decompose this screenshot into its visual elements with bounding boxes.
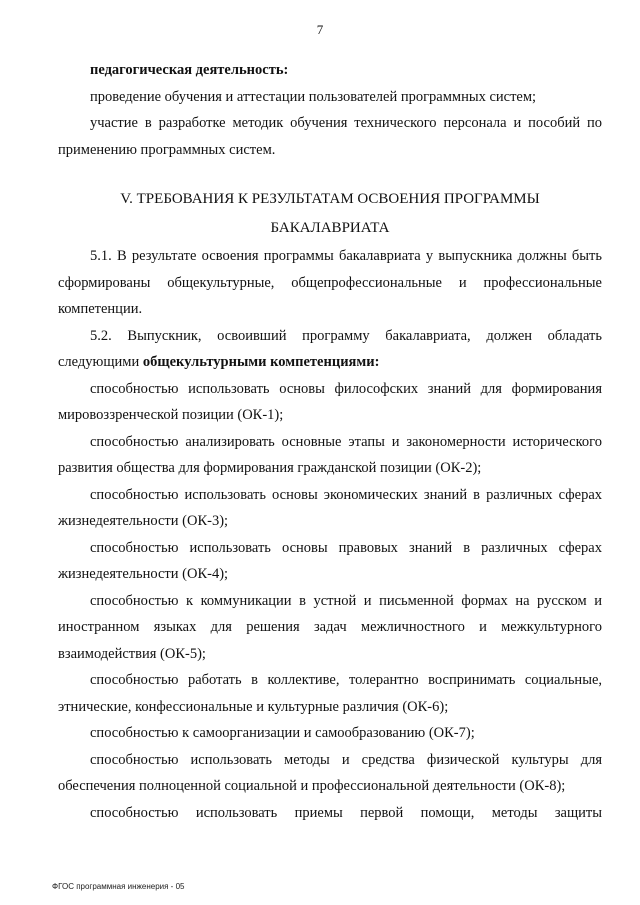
section-title-line2: БАКАЛАВРИАТА bbox=[270, 220, 390, 236]
competence-ok5: способностью к коммуникации в устной и письменной формах на русском и иностранном языках для решения задач межличностного и межкультурного взаимодействия (ОК-5); bbox=[58, 592, 602, 662]
competence-ok1: способностью использовать основы философских знаний для формирования мировоззренческой позиции (ОК-1); bbox=[58, 380, 602, 423]
paragraph-5-2-bold: общекультурными компетенциями: bbox=[142, 354, 380, 370]
competence-ok8: способностью использовать методы и средства физической культуры для обеспечения полноценной социальной и профессиональной деятельности (ОК-8); bbox=[58, 751, 602, 794]
competence-ok3: способностью использовать основы экономических знаний в различных сферах жизнедеятельности (ОК-3); bbox=[58, 486, 602, 529]
document-body bbox=[58, 57, 602, 826]
paragraph-training: проведение обучения и аттестации пользователей программных систем; bbox=[90, 88, 537, 105]
competence-ok4: способностью использовать основы правовых знаний в различных сферах жизнедеятельности (ОК-4); bbox=[58, 539, 602, 582]
page-number: 7 bbox=[316, 22, 324, 37]
paragraph-5-2 bbox=[58, 323, 602, 376]
paragraph-heading-pedagogical: педагогическая деятельность: bbox=[90, 62, 289, 78]
paragraph-5-2-text: 5.2. Выпускник, освоивший программу бакалавриата, должен обладать следующими bbox=[58, 327, 602, 370]
paragraph-5-1: 5.1. В результате освоения программы бакалавриата у выпускника должны быть сформированы общекультурные, общепрофессиональные и профессиональные компетенции. bbox=[58, 248, 602, 317]
page-footer: ФГОС программная инженерия - 05 bbox=[52, 882, 185, 891]
section-title-line1: V. ТРЕБОВАНИЯ К РЕЗУЛЬТАТАМ ОСВОЕНИЯ ПРОГРАММЫ bbox=[120, 191, 540, 207]
competence-ok9: способностью использовать приемы первой помощи, методы защиты bbox=[90, 804, 602, 821]
paragraph-methods: участие в разработке методик обучения технического персонала и пособий по применению программных систем. bbox=[58, 115, 602, 158]
section-title bbox=[58, 185, 602, 243]
competence-ok6: способностью работать в коллективе, толерантно воспринимать социальные, этнические, конфессиональные и культурные различия (ОК-6); bbox=[58, 672, 602, 715]
competence-ok2: способностью анализировать основные этапы и закономерности исторического развития общества для формирования гражданской позиции (ОК-2); bbox=[58, 433, 602, 476]
competence-ok7: способностью к самоорганизации и самообразованию (ОК-7); bbox=[90, 725, 475, 741]
